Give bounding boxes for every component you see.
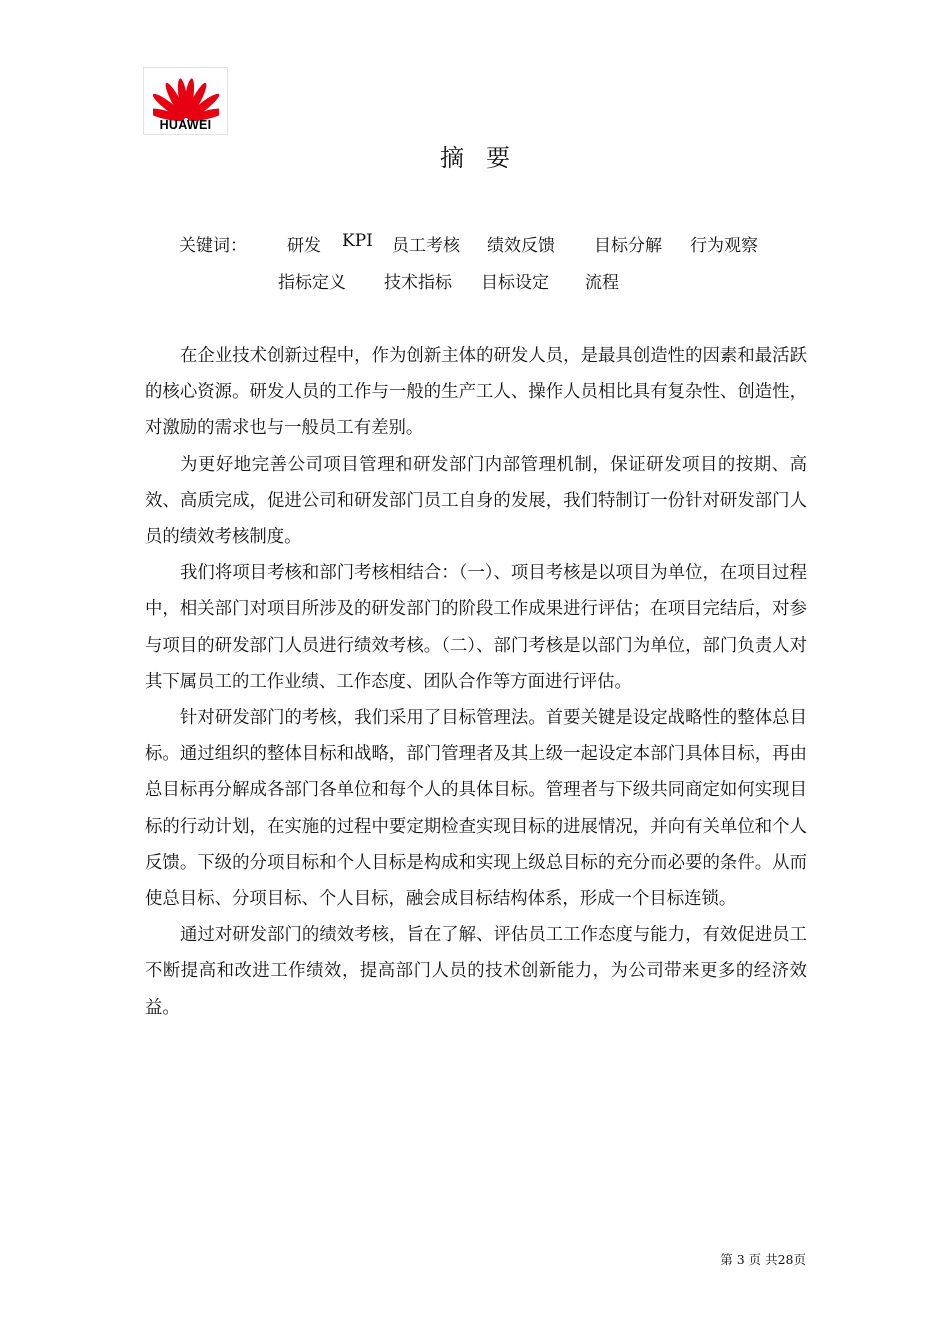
keyword-item: 目标分解 [594, 236, 662, 256]
paragraph: 为更好地完善公司项目管理和研发部门内部管理机制，保证研发项目的按期、高效、高质完成，促进公司和研发部门员工自身的发展，我们特制订一份针对研发部门人员的绩效考核制度。 [145, 454, 807, 548]
page-title: 摘要 [440, 144, 532, 172]
huawei-petal-icon [153, 74, 219, 124]
keywords-label: 关键词： [179, 236, 247, 256]
keyword-item: 员工考核 [392, 236, 460, 256]
keyword-item: 研发 [287, 236, 321, 256]
paragraph: 我们将项目考核和部门考核相结合：（一）、项目考核是以项目为单位，在项目过程中，相关部门对项目所涉及的研发部门的阶段工作成果进行评估；在项目完结后，对参与项目的研发部门人员进行绩效考核。（二）、部门考核是以部门为单位，部门负责人对其下属员工的工作业绩、工作态度、团队合作等方面进行评估。 [145, 563, 807, 692]
keyword-item: 绩效反馈 [487, 236, 555, 256]
keyword-item: KPI [342, 231, 373, 251]
keyword-item: 流程 [585, 273, 619, 293]
paragraph: 在企业技术创新过程中，作为创新主体的研发人员，是最具创造性的因素和最活跃的核心资源。研发人员的工作与一般的生产工人、操作人员相比具有复杂性、创造性，对激励的需求也与一般员工有差别。 [145, 346, 807, 439]
keyword-item: 目标设定 [481, 273, 549, 293]
abstract-body [145, 338, 807, 1026]
paragraph: 通过对研发部门的绩效考核，旨在了解、评估员工工作态度与能力，有效促进员工不断提高和改进工作绩效，提高部门人员的技术创新能力，为公司带来更多的经济效益。 [145, 925, 807, 1018]
huawei-logo [143, 67, 228, 135]
paragraph: 针对研发部门的考核，我们采用了目标管理法。首要关键是设定战略性的整体总目标。通过组织的整体目标和战略，部门管理者及其上级一起设定本部门具体目标，再由总目标再分解成各部门各单位和每个人的具体目标。管理者与下级共同商定如何实现目标的行动计划，在实施的过程中要定期检查实现目标的进展情况，并向有关单位和个人反馈。下级的分项目标和个人目标是构成和实现上级总目标的充分而必要的条件。从而使总目标、分项目标、个人目标，融会成目标结构体系，形成一个目标连锁。 [145, 708, 807, 910]
logo-wordmark: HUAWEI [159, 118, 212, 132]
keywords-line-2 [0, 268, 950, 292]
keyword-item: 行为观察 [690, 236, 758, 256]
keyword-item: 技术指标 [384, 273, 452, 293]
page-number: 第 3 页 共28页 [720, 1252, 806, 1267]
keywords-line-1 [0, 231, 950, 255]
keyword-item: 指标定义 [278, 273, 346, 293]
